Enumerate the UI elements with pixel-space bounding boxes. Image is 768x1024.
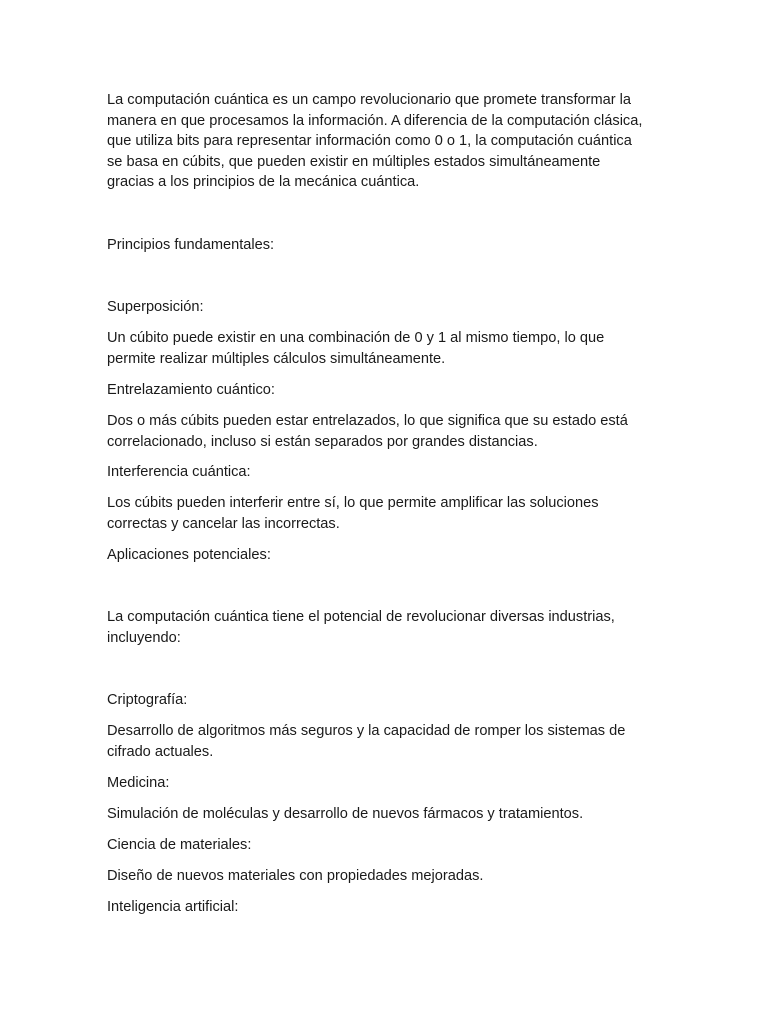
paragraph-line: Simulación de moléculas y desarrollo de nuevos fármacos y tratamientos. xyxy=(107,806,584,822)
paragraph-line: incluyendo: xyxy=(107,629,181,646)
medicine-paragraph xyxy=(107,804,667,825)
intro-line: que utiliza bits para representar información como 0 o 1, la computación cuántica xyxy=(107,133,632,150)
interference-heading: Interferencia cuántica: xyxy=(107,464,251,480)
paragraph-line: Desarrollo de algoritmos más seguros y la capacidad de romper los sistemas de xyxy=(107,723,626,739)
intro-line: se basa en cúbits, que pueden existir en múltiples estados simultáneamente xyxy=(107,153,601,170)
ai-heading: Inteligencia artificial: xyxy=(107,899,239,915)
entanglement-heading: Entrelazamiento cuántico: xyxy=(107,382,275,398)
superposition-paragraph xyxy=(107,328,667,369)
applications-heading: Aplicaciones potenciales: xyxy=(107,547,271,563)
entanglement-paragraph xyxy=(107,411,667,452)
paragraph-line: La computación cuántica tiene el potencial de revolucionar diversas industrias, xyxy=(107,609,615,625)
paragraph-line: correlacionado, incluso si están separados por grandes distancias. xyxy=(107,433,538,450)
materials-paragraph xyxy=(107,866,667,887)
principles-heading: Principios fundamentales: xyxy=(107,237,275,253)
cryptography-heading: Criptografía: xyxy=(107,692,188,708)
paragraph-line: correctas y cancelar las incorrectas. xyxy=(107,515,340,532)
medicine-heading: Medicina: xyxy=(107,775,170,791)
intro-line: manera en que procesamos la información. A diferencia de la computación clásica, xyxy=(107,112,643,129)
paragraph-line: Un cúbito puede existir en una combinación de 0 y 1 al mismo tiempo, lo que xyxy=(107,330,605,346)
cryptography-paragraph xyxy=(107,721,667,762)
paragraph-line: cifrado actuales. xyxy=(107,743,214,760)
materials-heading: Ciencia de materiales: xyxy=(107,837,252,853)
intro-paragraph xyxy=(107,90,667,193)
applications-intro-paragraph xyxy=(107,607,667,648)
intro-line: La computación cuántica es un campo revolucionario que promete transformar la xyxy=(107,92,632,108)
paragraph-line: Los cúbits pueden interferir entre sí, lo que permite amplificar las soluciones xyxy=(107,495,599,511)
paragraph-line: permite realizar múltiples cálculos simultáneamente. xyxy=(107,350,446,367)
interference-paragraph xyxy=(107,493,667,534)
intro-line: gracias a los principios de la mecánica cuántica. xyxy=(107,174,420,191)
superposition-heading: Superposición: xyxy=(107,299,204,315)
paragraph-line: Dos o más cúbits pueden estar entrelazados, lo que significa que su estado está xyxy=(107,413,628,429)
paragraph-line: Diseño de nuevos materiales con propiedades mejoradas. xyxy=(107,868,484,884)
